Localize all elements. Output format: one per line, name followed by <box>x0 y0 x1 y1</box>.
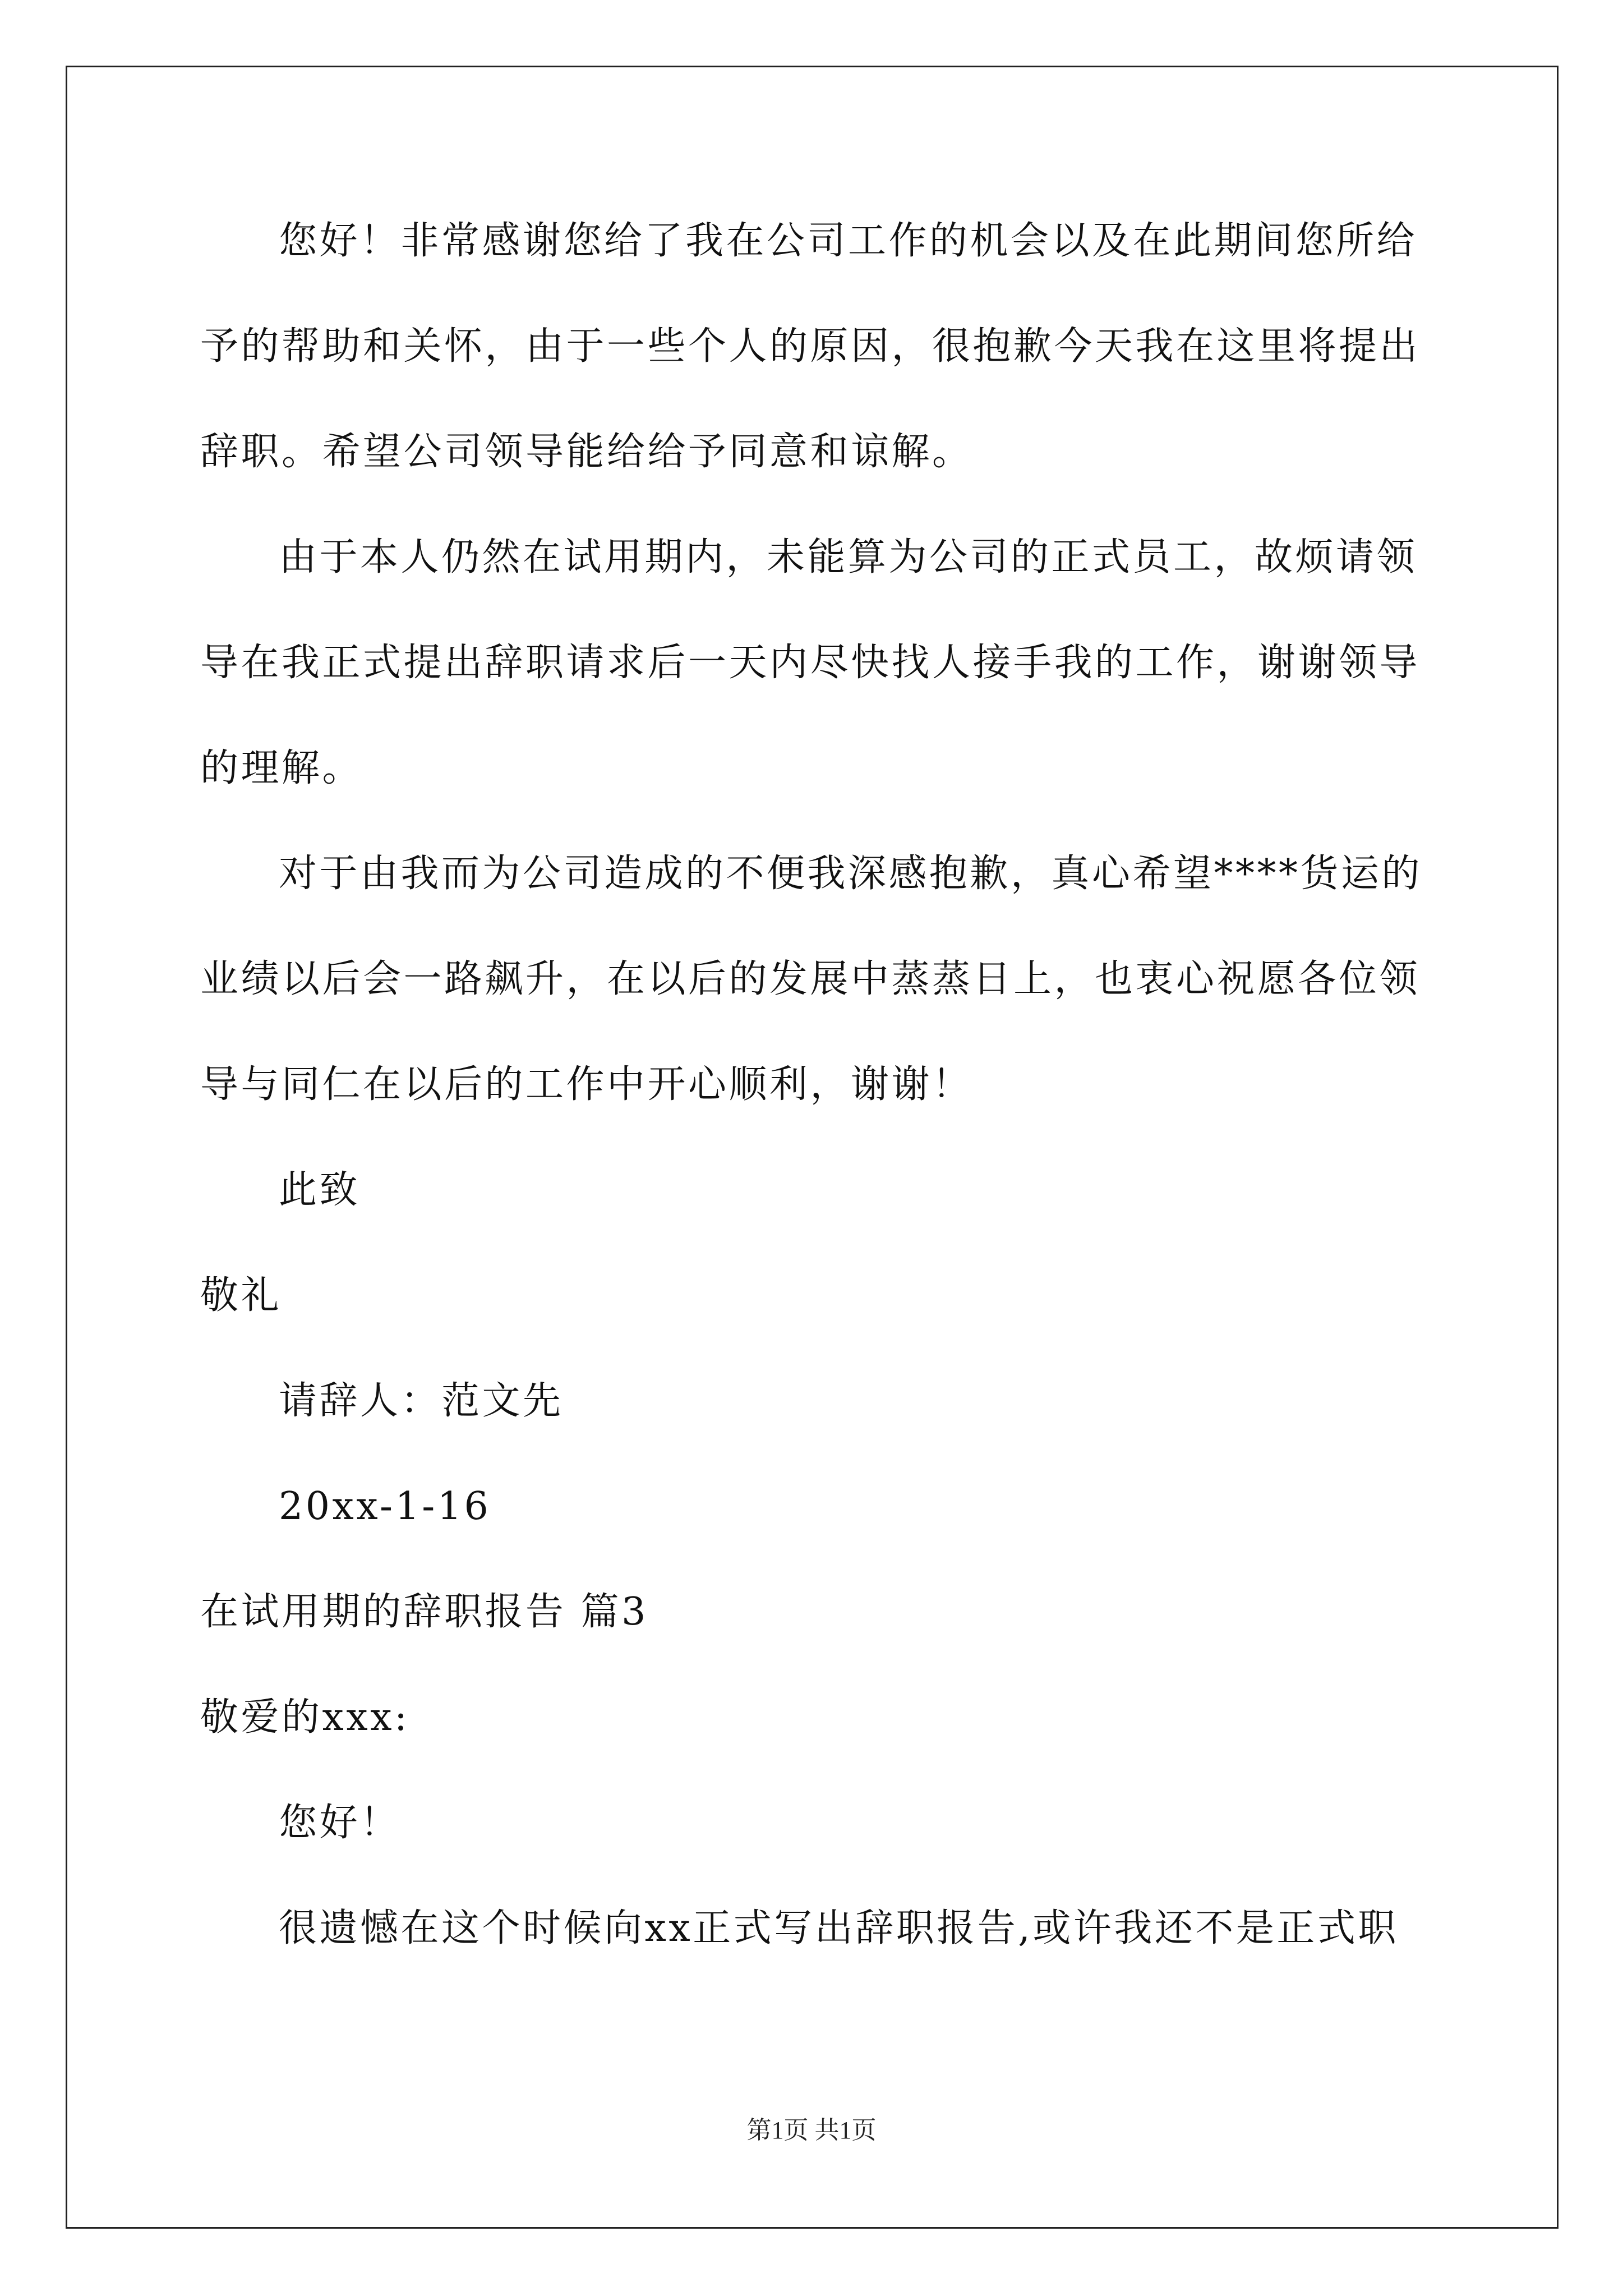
salutation: 敬爱的xxx: <box>200 1695 410 1740</box>
paragraph-3-line-2: 业绩以后会一路飙升，在以后的发展中蒸蒸日上，也衷心祝愿各位领 <box>200 957 1421 1001</box>
greeting: 您好！ <box>279 1801 401 1845</box>
paragraph-2-line-3: 的理解。 <box>200 746 363 790</box>
paragraph-3-line-3: 导与同仁在以后的工作中开心顺利，谢谢！ <box>200 1062 973 1107</box>
closing-jingli: 敬礼 <box>200 1273 282 1318</box>
paragraph-1-line-1: 您好！非常感谢您给了我在公司工作的机会以及在此期间您所给 <box>279 219 1418 263</box>
paragraph-2-line-2: 导在我正式提出辞职请求后一天内尽快找人接手我的工作，谢谢领导 <box>200 641 1421 685</box>
section-heading: 在试用期的辞职报告 篇3 <box>200 1590 648 1634</box>
paragraph-2-line-1: 由于本人仍然在试用期内，未能算为公司的正式员工，故烦请领 <box>279 535 1418 579</box>
closing-cizhi: 此致 <box>279 1168 361 1212</box>
signature-name: 请辞人：范文先 <box>279 1379 564 1423</box>
paragraph-4-line-1: 很遗憾在这个时候向xx正式写出辞职报告,或许我还不是正式职 <box>279 1906 1399 1950</box>
page-number-footer: 第1页 共1页 <box>746 2116 877 2144</box>
signature-date: 20xx-1-16 <box>279 1484 491 1529</box>
paragraph-1-line-2: 予的帮助和关怀，由于一些个人的原因，很抱歉今天我在这里将提出 <box>200 324 1421 369</box>
paragraph-1-line-3: 辞职。希望公司领导能给给予同意和谅解。 <box>200 430 973 474</box>
paragraph-3-line-1: 对于由我而为公司造成的不便我深感抱歉，真心希望****货运的 <box>279 852 1423 896</box>
